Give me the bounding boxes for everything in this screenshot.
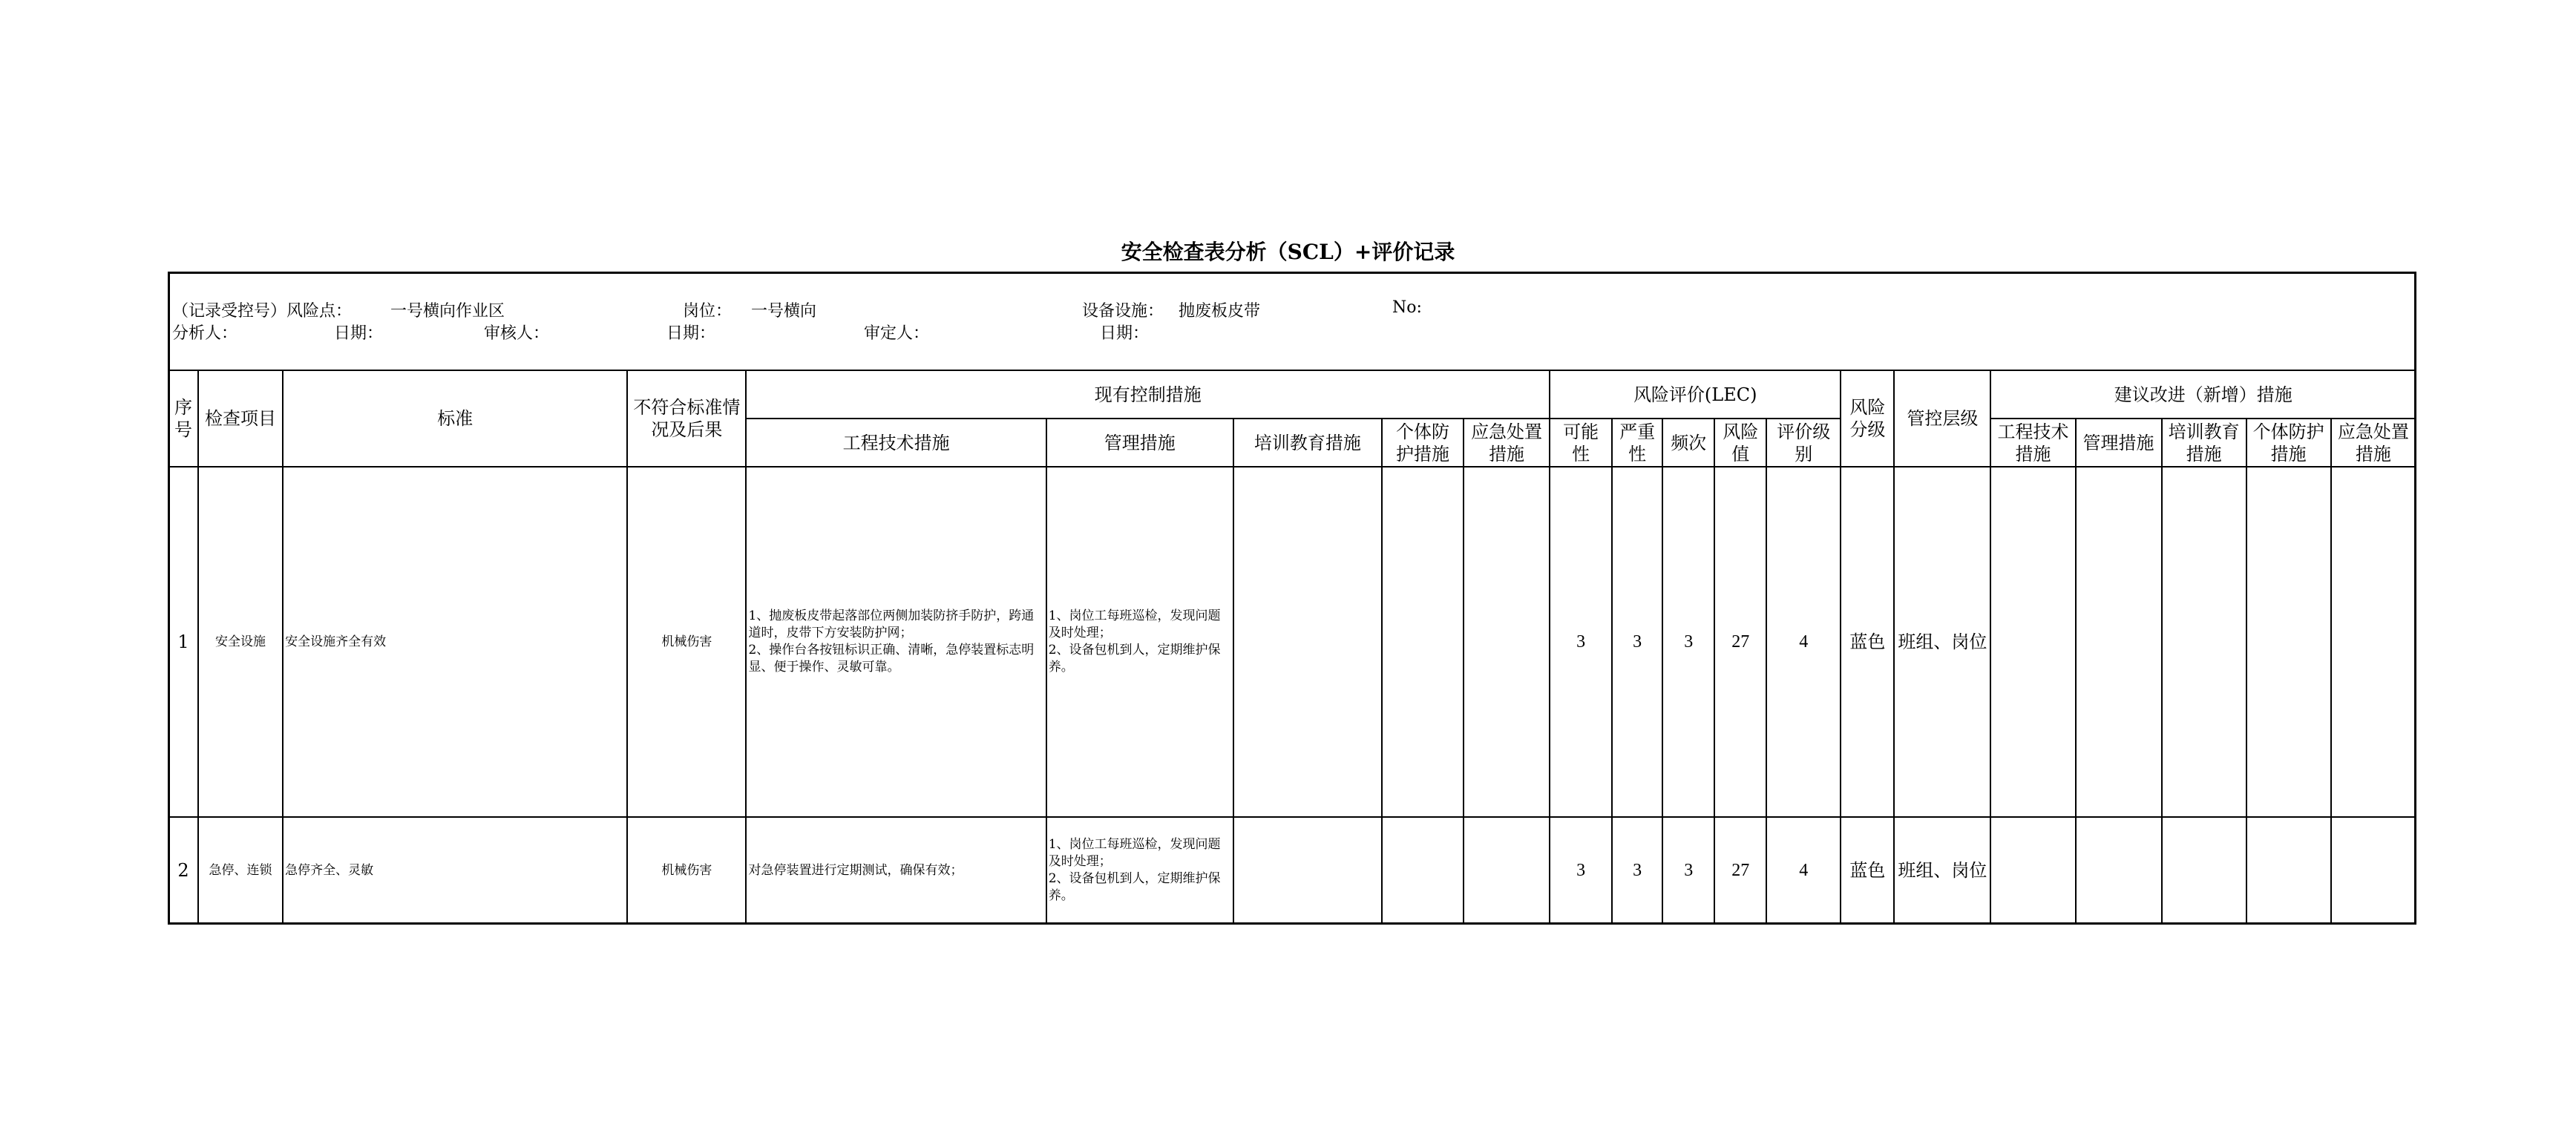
cell-lec-s: 3	[1612, 817, 1662, 924]
header-existing-eng: 工程技术措施	[746, 419, 1046, 467]
header-sug-eng: 工程技术 措施	[1990, 419, 2075, 467]
cell-nonconform: 机械伤害	[627, 467, 746, 817]
cell-sug-train	[2162, 817, 2246, 924]
cell-control-level: 班组、岗位	[1894, 467, 1990, 817]
cell-sug-eng	[1990, 467, 2075, 817]
cell-lec-l: 3	[1550, 817, 1612, 924]
header-lec-s: 严重 性	[1612, 419, 1662, 467]
header-existing-mgmt: 管理措施	[1046, 419, 1233, 467]
cell-lec-level: 4	[1766, 467, 1841, 817]
date-label-3: 日期：	[1100, 324, 1150, 343]
scl-table	[168, 370, 2416, 925]
cell-sug-train	[2162, 467, 2246, 817]
cell-risk-grade: 蓝色	[1841, 467, 1894, 817]
cell-seq: 1	[168, 467, 198, 817]
cell-lec-e: 3	[1662, 467, 1714, 817]
cell-existing-mgmt: 1、岗位工每班巡检，发现问题及时处理； 2、设备包机到人，定期维护保养。	[1046, 817, 1233, 924]
cell-standard: 急停齐全、灵敏	[283, 817, 627, 924]
header-existing-ppe: 个体防 护措施	[1382, 419, 1464, 467]
document-title: 安全检查表分析（SCL）+评价记录	[1121, 240, 1455, 264]
cell-lec-level: 4	[1766, 817, 1841, 924]
cell-existing-train	[1233, 467, 1382, 817]
cell-lec-r: 27	[1714, 467, 1766, 817]
cell-sug-ppe	[2246, 467, 2331, 817]
cell-sug-emerg	[2331, 467, 2416, 817]
header-sug-mgmt: 管理措施	[2076, 419, 2162, 467]
cell-lec-l: 3	[1550, 467, 1612, 817]
cell-item: 急停、连锁	[198, 817, 283, 924]
header-row-1	[168, 370, 2416, 419]
cell-sug-mgmt	[2076, 467, 2162, 817]
cell-existing-mgmt: 1、岗位工每班巡检，发现问题及时处理； 2、设备包机到人，定期维护保养。	[1046, 467, 1233, 817]
header-sug-ppe: 个体防护 措施	[2246, 419, 2331, 467]
header-lec-level: 评价级 别	[1766, 419, 1841, 467]
post-value: 一号横向	[751, 302, 817, 321]
table-row	[168, 467, 2416, 817]
header-control-level: 管控层级	[1894, 370, 1990, 467]
header-risk-grade: 风险 分级	[1841, 370, 1894, 467]
risk-point-value: 一号横向作业区	[390, 302, 505, 321]
cell-sug-eng	[1990, 817, 2075, 924]
header-existing-emerg: 应急处置 措施	[1464, 419, 1550, 467]
header-lec: 风险评价(LEC)	[1550, 370, 1841, 419]
header-seq: 序 号	[168, 370, 198, 467]
header-item: 检查项目	[198, 370, 283, 467]
cell-seq: 2	[168, 817, 198, 924]
cell-existing-train	[1233, 817, 1382, 924]
cell-existing-ppe	[1382, 817, 1464, 924]
cell-sug-mgmt	[2076, 817, 2162, 924]
equipment-value: 抛废板皮带	[1179, 302, 1261, 321]
cell-existing-emerg	[1464, 817, 1550, 924]
cell-existing-eng: 对急停装置进行定期测试，确保有效；	[746, 817, 1046, 924]
cell-standard: 安全设施齐全有效	[283, 467, 627, 817]
header-sug-train: 培训教育 措施	[2162, 419, 2246, 467]
cell-existing-ppe	[1382, 467, 1464, 817]
cell-lec-s: 3	[1612, 467, 1662, 817]
reviewer-label: 审核人：	[484, 324, 550, 343]
cell-sug-ppe	[2246, 817, 2331, 924]
cell-existing-emerg	[1464, 467, 1550, 817]
date-label-2: 日期：	[666, 324, 716, 343]
header-existing-measures: 现有控制措施	[746, 370, 1550, 419]
header-standard: 标准	[283, 370, 627, 467]
header-lec-e: 频次	[1662, 419, 1714, 467]
cell-sug-emerg	[2331, 817, 2416, 924]
cell-nonconform: 机械伤害	[627, 817, 746, 924]
header-lec-l: 可能 性	[1550, 419, 1612, 467]
no-label: No:	[1392, 298, 1422, 317]
record-label: （记录受控号）风险点：	[172, 302, 353, 321]
header-suggested-measures: 建议改进（新增）措施	[1990, 370, 2416, 419]
analyst-label: 分析人：	[172, 324, 238, 343]
header-sug-emerg: 应急处置 措施	[2331, 419, 2416, 467]
header-lec-r: 风险 值	[1714, 419, 1766, 467]
post-label: 岗位：	[683, 302, 733, 321]
cell-control-level: 班组、岗位	[1894, 817, 1990, 924]
cell-risk-grade: 蓝色	[1841, 817, 1894, 924]
table-row	[168, 817, 2416, 924]
cell-lec-r: 27	[1714, 817, 1766, 924]
cell-lec-e: 3	[1662, 817, 1714, 924]
approver-label: 审定人：	[864, 324, 930, 343]
header-nonconform: 不符合标准情 况及后果	[627, 370, 746, 467]
cell-item: 安全设施	[198, 467, 283, 817]
equipment-label: 设备设施：	[1082, 302, 1164, 321]
cell-existing-eng: 1、抛废板皮带起落部位两侧加装防挤手防护，跨通道时，皮带下方安装防护网； 2、操作台各按钮标识正确、清晰，急停装置标志明显、便于操作、灵敏可靠。	[746, 467, 1046, 817]
date-label-1: 日期：	[334, 324, 384, 343]
header-existing-train: 培训教育措施	[1233, 419, 1382, 467]
